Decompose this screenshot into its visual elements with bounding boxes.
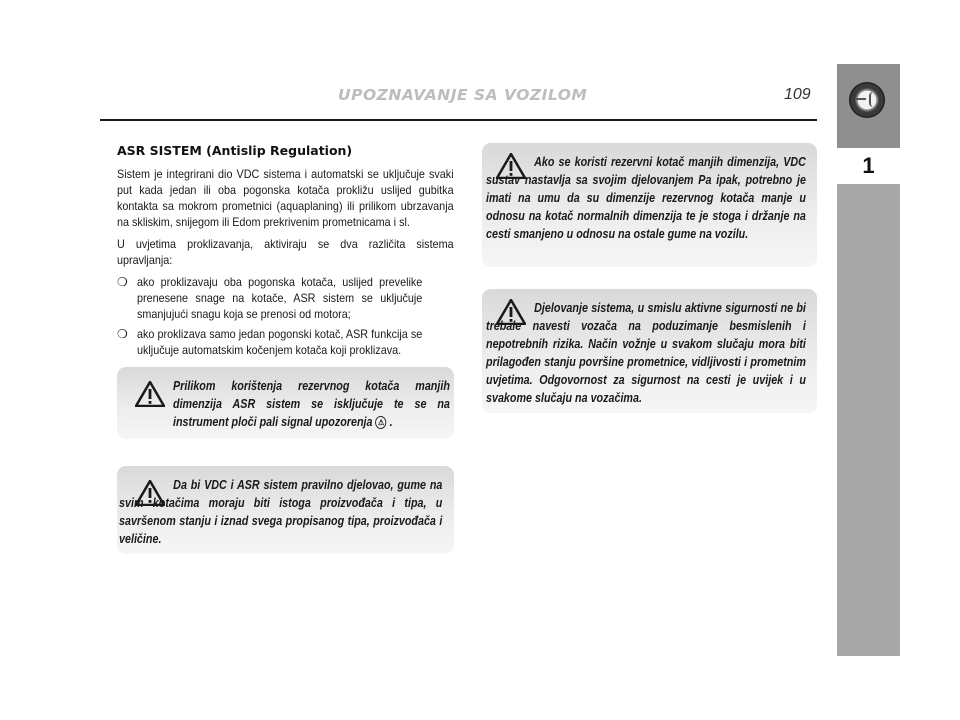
bullet-icon: ❍ xyxy=(117,327,128,341)
chapter-number: 1 xyxy=(837,148,900,184)
warning-text: Djelovanje sistema, u smislu aktivne sigurnosti ne bi trebale navesti vozača na poduzimanje besmislenih i nepotrebnih rizika. Način vožnje u svakom slučaju mora biti prilagođen stanju površine prometnice, vidljivosti i prometnim uvjetima. Odgovornost za sigurnost na cesti je uvijek i u svakome slučaju na vozačima. xyxy=(486,301,806,405)
warning-text xyxy=(173,377,450,431)
bullet-icon: ❍ xyxy=(117,275,128,289)
left-column xyxy=(117,143,454,362)
warning-text: Da bi VDC i ASR sistem pravilno djelovao, gume na svim kotačima moraju biti istoga proizvođača i tipa, u savršenom stanju i iznad svega propisanog tipa, proizvođača i veličine. xyxy=(119,478,443,546)
logo-cross-detail xyxy=(856,98,866,100)
header-divider xyxy=(100,119,817,121)
page-header-title: UPOZNAVANJE SA VOZILOM xyxy=(338,86,588,104)
page-number: 109 xyxy=(784,86,811,103)
warning-box-spare-wheel-asr xyxy=(117,367,454,439)
bullet-text: ako proklizava samo jedan pogonski kotač, ASR funkcija se uključuje automatskim kočenjem kotača koji proklizava. xyxy=(137,327,423,357)
paragraph-conditions: U uvjetima proklizavanja, aktiviraju se dva različita sistema upravljanja: xyxy=(117,237,454,267)
warning-box-active-safety xyxy=(482,289,817,413)
warning-text-body: Prilikom korištenja rezervnog kotača manjih dimenzija ASR sistem se isključuje te se na instrument ploči pali signal upozorenja xyxy=(173,379,450,429)
logo-serpent-detail xyxy=(869,92,877,107)
warning-text-end: . xyxy=(389,415,393,429)
alfa-romeo-logo-icon xyxy=(849,82,885,118)
paragraph-intro: Sistem je integrirani dio VDC sistema i automatski se uključuje svaki put kada jedan ili oba pogonska kotača prokližu uslijed gubitka kontakta sa mokrom prometnici (aquaplaning) ili prilikom ubrzavanja na skliskim, snijegom ili Edom prekrivenim prometnicama i sl. xyxy=(117,167,454,229)
warning-light-icon: ⚠ xyxy=(376,416,387,429)
section-title: ASR SISTEM (Antislip Regulation) xyxy=(117,143,353,158)
warning-text: Ako se koristi rezervni kotač manjih dimenzija, VDC sustav nastavlja sa svojim djelovanjem Pa ipak, potrebno je imati na umu da su dimenzije rezervnog kotača manje u odnosu na kotač normalnih dimenzija te je stoga i držanje na cesti smanjeno u odnosu na ostale gume na vozilu. xyxy=(486,155,806,241)
list-item xyxy=(117,326,454,358)
bullet-text: ako proklizavaju oba pogonska kotača, uslijed prevelike prenesene snage na kotače, ASR sistem se uključuje smanjujući snagu koja se prenosi od motora; xyxy=(137,275,423,321)
sidebar-logo-band xyxy=(837,64,900,148)
warning-triangle-icon xyxy=(135,381,165,407)
chapter-sidebar xyxy=(837,64,900,656)
warning-box-vdc-spare xyxy=(482,143,817,267)
warning-box-tyres xyxy=(117,466,454,554)
list-item xyxy=(117,274,454,322)
